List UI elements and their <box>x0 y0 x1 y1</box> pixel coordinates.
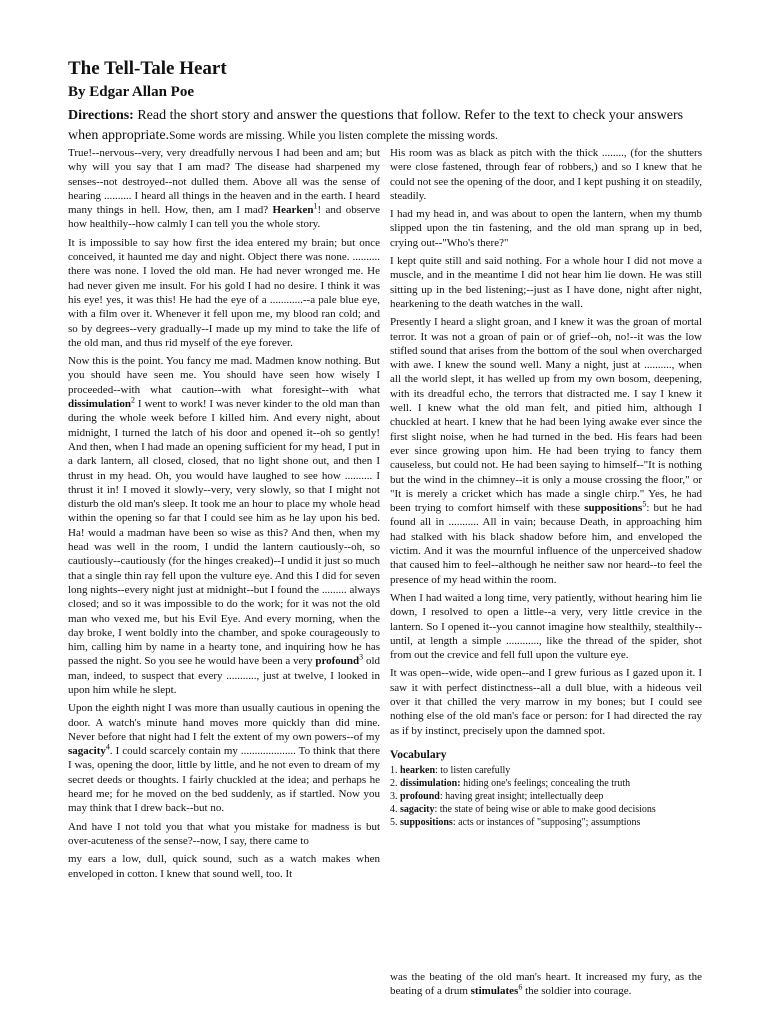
vocab-definition: : having great insight; intellectually deep <box>439 791 604 803</box>
directions-label: Directions: <box>68 108 134 123</box>
vocab-term: sagacity <box>400 804 435 816</box>
vocab-term: profound <box>400 791 440 803</box>
vocab-number: 4. <box>390 804 400 816</box>
paragraph: I had my head in, and was about to open the lantern, when my thumb slipped upon the tin fastening, and the old man sprang up in bed, crying out--"Who's there?" <box>390 208 702 249</box>
text: Upon the eighth night I was more than usually cautious in opening the door. A watch's minute hand moves more quickly than did mine. Never before that night had I felt the extent of my own powers--of my <box>68 702 380 743</box>
footnote-mark: 3 <box>359 652 364 662</box>
directions-note: Some words are missing. While you listen complete the missing words. <box>169 130 498 142</box>
paragraph: It is impossible to say how first the idea entered my brain; but once conceived, it haunted me day and night. Object there was none. .......... there was none. I loved the old man. He had never wronged me. He had never given me insult. For his gold I had no desire. I think it was his eye! yes, it was this! He had the eye of a ............--a pale blue eye, with a film over it. Whenever it fell upon me, my blood ran cold; and so by degrees--very gradually--I made up my mind to take the life of the old man, and thus rid myself of the eye forever. <box>68 236 380 349</box>
paragraph: And have I not told you that what you mistake for madness is but over-acuteness of the sense?--now, I say, there came to <box>68 820 380 847</box>
vocab-definition: hiding one's feelings; concealing the truth <box>460 778 631 790</box>
vocab-term: suppositions <box>400 817 453 829</box>
vocab-word: dissimulation <box>68 398 131 411</box>
story-author: By Edgar Allan Poe <box>68 84 194 100</box>
paragraph: I kept quite still and said nothing. For a whole hour I did not move a muscle, and in the meantime I did not hear him lie down. He was still sitting up in the bed listening;--just as I have done, night after night, hearkening to the death watches in the wall. <box>390 255 702 310</box>
vocab-item <box>390 803 702 816</box>
text: : but he had found all in ........... All in vain; because Death, in approaching him had stalked with his black shadow before him, and enveloped the victim. And it was the mournful influence of the unperceived shadow that caused him to feel--although he neither saw nor heard--to feel the presence of my head within the room. <box>390 502 702 586</box>
vocab-item <box>390 777 702 790</box>
vocab-number: 1. <box>390 765 400 777</box>
footnote-mark: 5 <box>642 499 647 509</box>
footnote-mark: 6 <box>518 982 523 992</box>
directions <box>68 106 708 146</box>
vocab-definition: : the state of being wise or able to make good decisions <box>434 804 656 816</box>
text: was the beating of the old man's heart. It increased my fury, as the beating of a drum <box>390 971 702 998</box>
vocab-word: Hearken <box>272 204 314 217</box>
vocab-word: sagacity <box>68 745 106 758</box>
paragraph <box>390 315 702 587</box>
vocab-definition: : to listen carefully <box>435 765 511 777</box>
text: Presently I heard a slight groan, and I knew it was the groan of mortal terror. It was not a groan of pain or of grief--oh, no!--it was the low stifled sound that arises from the bottom of the soul when overcharged with awe. I knew the sound well. Many a night, just at .........., when all the world slept, it has welled up from my own bosom, deepening, with its dreadful echo, the terrors that distracted me. I say I knew it well. I knew what the old man felt, and pitied him, although I chuckled at heart. I knew that he had been lying awake ever since the first slight noise, when he had turned in the bed. His fears had been ever since growing upon him. He had been trying to fancy them causeless, but could not. He had been saying to himself--"It is nothing but the wind in the chimney--it is only a mouse crossing the floor," or "It is merely a cricket which has made a single chirp." Yes, he had been trying to comfort himself with these <box>390 316 702 515</box>
directions-text: Read the short story and answer the questions that follow. Refer to the text to check your answers when appropriate. <box>68 108 684 143</box>
right-column <box>390 146 702 1020</box>
footnote-mark: 1 <box>313 201 318 211</box>
vocab-word: stimulates <box>470 985 519 998</box>
text: Now this is the point. You fancy me mad. Madmen know nothing. But you should have seen me. You should have seen how wisely I proceeded--with what caution--with what foresight--with what <box>68 355 380 396</box>
vocab-term: dissimulation: <box>400 778 461 790</box>
vocab-definition: : acts or instances of "supposing"; assumptions <box>452 817 641 829</box>
vocabulary-list <box>390 764 702 829</box>
text: I went to work! I was never kinder to the old man than during the whole week before I killed him. And every night, about midnight, I turned the latch of his door and opened it--oh so gently! And then, when I had made an opening sufficient for my head, I put in a dark lantern, all closed, closed, that no light shone out, and then I thrust in my head. Oh, you would have laughed to see how .......... I thrust it in! I moved it slowly--very, very slowly, so that I might not disturb the old man's sleep. It took me an hour to place my whole head within the opening so far that I could see him as he lay upon his bed. Ha! would a madman have been so wise as this? And then, when my head was well in the room, I undid the lantern cautiously--oh, so cautiously--cautiously (for the hinges creaked)--I undid it just so much that a single thin ray fell upon the vulture eye. And this I did for seven long nights--every night just at midnight--but I found the ......... always closed; and so it was impossible to do the work; for it was not the old man who vexed me, but his Evil Eye. And every morning, when the day broke, I went boldly into the chamber, and spoke courageously to him, calling him by name in a hearty tone, and inquiring how he has passed the night. So you see he would have been a very <box>68 398 380 668</box>
paragraph <box>68 354 380 697</box>
paragraph: my ears a low, dull, quick sound, such as a watch makes when enveloped in cotton. I knew that sound well, too. It <box>68 853 380 880</box>
vocab-number: 2. <box>390 778 400 790</box>
text: ! and observe how healthily--how calmly I can tell you the whole story. <box>68 204 380 231</box>
story-title: The Tell-Tale Heart <box>68 58 227 79</box>
paragraph <box>68 701 380 815</box>
vocab-item <box>390 816 702 829</box>
paragraph: His room was as black as pitch with the thick ........, (for the shutters were close fastened, through fear of robbers,) and so I knew that he could not see the opening of the door, and I kept pushing it on steadily, steadily. <box>390 147 702 202</box>
vocab-number: 3. <box>390 791 400 803</box>
text: the soldier into courage. <box>522 985 632 998</box>
text: True!--nervous--very, very dreadfully nervous I had been and am; but why will you say that I am mad? The disease had sharpened my senses--not destroyed--not dulled them. Above all was the sense of hearing .......... I heard all things in the heaven and in the earth. I heard many things in hell. How, then, am I mad? <box>68 147 380 217</box>
vocab-word: profound <box>315 655 360 668</box>
vocab-number: 5. <box>390 817 400 829</box>
text: . I could scarcely contain my .................... To think that there I was, opening the door, little by little, and he not even to dream of my secret deeds or thoughts. I fairly chuckled at the idea; and perhaps he heard me; for he moved on the bed suddenly, as if startled. Now you may think that I drew back--but no. <box>68 745 380 815</box>
paragraph <box>68 146 380 232</box>
text: old man, indeed, to suspect that every ..........., just at twelve, I looked in upon him while he slept. <box>68 655 380 696</box>
footnote-mark: 4 <box>105 742 110 752</box>
footnote-mark: 2 <box>130 395 135 405</box>
vocab-item <box>390 764 702 777</box>
vocabulary-heading: Vocabulary <box>390 748 447 761</box>
left-column <box>68 146 380 1020</box>
vocab-term: hearken <box>400 765 435 777</box>
paragraph: It was open--wide, wide open--and I grew furious as I gazed upon it. I saw it with perfect distinctness--all a dull blue, with a hideous veil over it that chilled the very marrow in my bones; but I could see nothing else of the old man's face or person: for I had directed the ray as if by instinct, precisely upon the damned spot. <box>390 667 702 737</box>
continuation-paragraph <box>390 970 702 999</box>
vocab-item <box>390 790 702 803</box>
vocab-word: suppositions <box>584 502 643 515</box>
paragraph: When I had waited a long time, very patiently, without hearing him lie down, I resolved to open a little--a very, very little crevice in the lantern. So I opened it--you cannot imagine how stealthily, stealthily--until, at length a simple ............, like the thread of the spider, shot from out the crevice and fell full upon the vulture eye. <box>390 591 702 662</box>
